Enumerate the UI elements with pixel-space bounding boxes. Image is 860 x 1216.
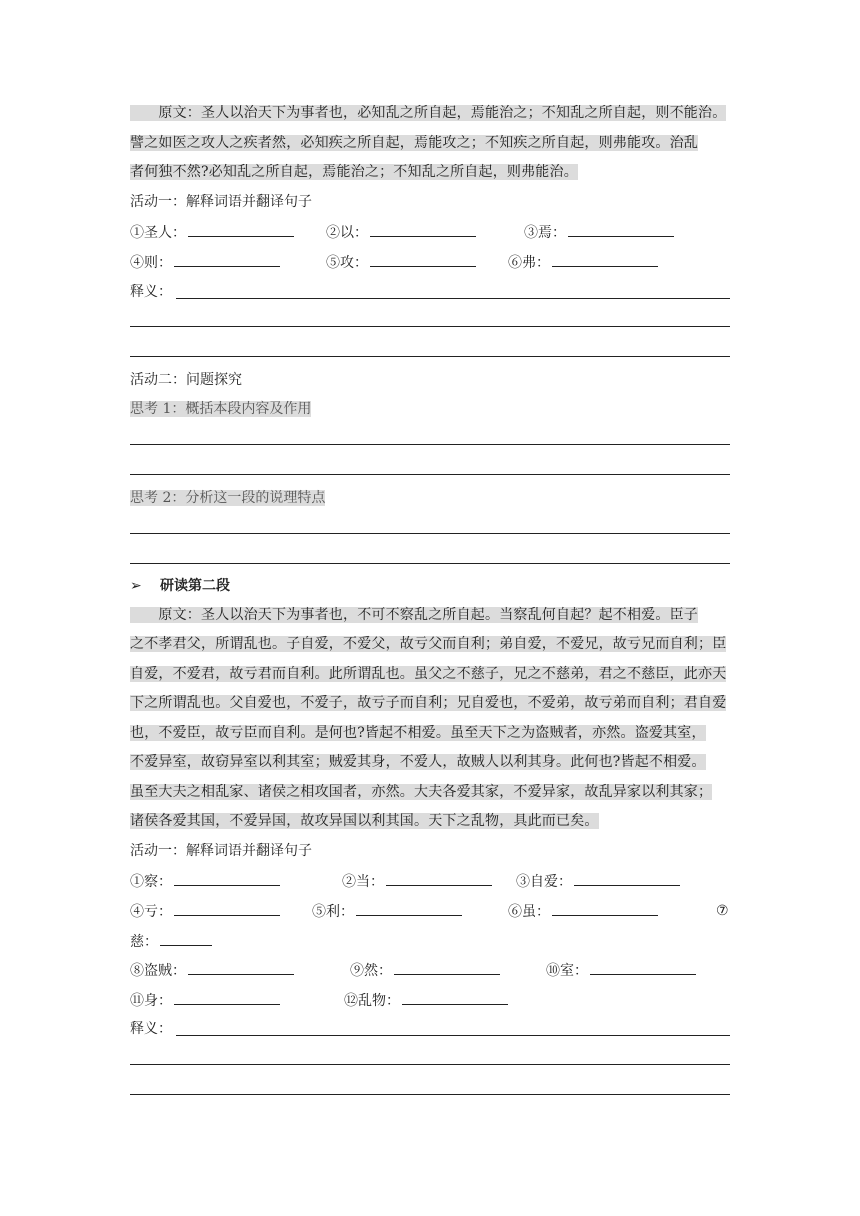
answer-line[interactable]: [130, 356, 730, 357]
vocab-label: ③焉：: [524, 225, 566, 241]
answer-blank[interactable]: [552, 252, 658, 267]
answer-line[interactable]: [130, 1064, 730, 1065]
vocab-label: ⑨然：: [350, 963, 392, 979]
answer-blank[interactable]: [590, 960, 696, 975]
activity1-title: 活动一：解释词语并翻译句子: [130, 194, 312, 210]
vocab-label: ②以：: [326, 225, 368, 241]
answer-blank[interactable]: [574, 871, 680, 886]
translation-label: 释义：: [130, 1021, 172, 1037]
vocab-label: ④则：: [130, 255, 172, 271]
answer-line[interactable]: [130, 1094, 730, 1095]
passage-line: 下之所谓乱也。父自爱也，不爱子，故亏子而自利；兄自爱也，不爱弟，故亏弟而自利；君自爱: [130, 695, 727, 711]
answer-line[interactable]: [130, 474, 730, 475]
arrow-bullet-icon: ➢: [130, 578, 142, 594]
answer-blank[interactable]: [370, 222, 476, 237]
answer-line[interactable]: [130, 444, 730, 445]
vocab-label: 慈：: [130, 934, 158, 950]
translation-field[interactable]: [130, 282, 730, 302]
passage-line: 不爱异室，故窃异室以利其室；贼爱其身，不爱人，故贼人以利其身。此何也?皆起不相爱。: [130, 754, 706, 770]
passage-line: 也，不爱臣，故亏臣而自利。是何也?皆起不相爱。虽至天下之为盗贼者，亦然。盗爱其室，: [130, 725, 706, 741]
activity1-title: 活动一：解释词语并翻译句子: [130, 843, 312, 859]
vocab-item[interactable]: [350, 960, 500, 981]
vocab-item[interactable]: [516, 871, 680, 892]
passage-line: 虽至大夫之相乱家、诸侯之相攻国者，亦然。大夫各爱其家，不爱异家，故乱异家以利其家；: [130, 784, 713, 800]
answer-blank[interactable]: [394, 960, 500, 975]
answer-line[interactable]: [130, 533, 730, 534]
vocab-item[interactable]: [326, 252, 476, 273]
vocab-label: ①察：: [130, 874, 172, 890]
translation-field[interactable]: [130, 1019, 730, 1039]
vocab-label: ⑪身：: [130, 993, 172, 1009]
passage-line: 者何独不然?必知乱之所自起，焉能治之；不知乱之所自起，则弗能治。: [130, 164, 578, 180]
vocab-label: ⑤利：: [312, 904, 354, 920]
vocab-item[interactable]: [524, 222, 674, 243]
answer-line[interactable]: [176, 1035, 730, 1036]
vocab-item[interactable]: [344, 990, 508, 1011]
vocab-label: ⑩室：: [546, 963, 588, 979]
think1-prompt: 思考 1：概括本段内容及作用: [130, 401, 312, 417]
answer-blank[interactable]: [402, 990, 508, 1005]
vocab-label: ④亏：: [130, 904, 172, 920]
vocab-label: ⑥虽：: [508, 904, 550, 920]
answer-line[interactable]: [130, 563, 730, 564]
answer-blank[interactable]: [552, 901, 658, 916]
vocab-label: ⑧盗贼：: [130, 963, 186, 979]
vocab-item[interactable]: [546, 960, 696, 981]
answer-blank[interactable]: [188, 960, 294, 975]
vocab-number: ⑦: [716, 903, 729, 919]
vocab-item[interactable]: [326, 222, 476, 243]
passage-line: 原文：圣人以治天下为事者也，必知乱之所自起，焉能治之；不知乱之所自起，则不能治。: [130, 105, 727, 121]
vocab-item[interactable]: [130, 960, 294, 981]
vocab-label: ⑥弗：: [508, 255, 550, 271]
answer-line[interactable]: [130, 326, 730, 327]
think2-prompt: 思考 2：分析这一段的说理特点: [130, 490, 326, 506]
vocab-item[interactable]: [130, 871, 280, 892]
passage-line: 之不孝君父，所谓乱也。子自爱，不爱父，故亏父而自利；弟自爱，不爱兄，故亏兄而自利；臣: [130, 636, 727, 652]
answer-blank[interactable]: [174, 252, 280, 267]
answer-blank[interactable]: [174, 871, 280, 886]
answer-blank[interactable]: [174, 990, 280, 1005]
answer-line[interactable]: [176, 298, 730, 299]
answer-blank[interactable]: [568, 222, 674, 237]
answer-blank[interactable]: [356, 901, 462, 916]
vocab-label: ⑤攻：: [326, 255, 368, 271]
vocab-label: ⑫乱物：: [344, 993, 400, 1009]
vocab-item[interactable]: [130, 931, 212, 952]
answer-blank[interactable]: [160, 931, 212, 946]
passage-line: 原文：圣人以治天下为事者也，不可不察乱之所自起。当察乱何自起？起不相爱。臣子: [130, 607, 698, 623]
vocab-item[interactable]: [508, 252, 658, 273]
vocab-label: ①圣人：: [130, 225, 186, 241]
vocab-item[interactable]: [130, 222, 294, 243]
passage-line: 譬之如医之攻人之疾者然，必知疾之所自起，焉能攻之；不知疾之所自起，则弗能攻。治乱: [130, 135, 698, 151]
vocab-item[interactable]: [312, 901, 462, 922]
vocab-item[interactable]: [130, 901, 280, 922]
vocab-item[interactable]: [130, 252, 280, 273]
answer-blank[interactable]: [188, 222, 294, 237]
passage-line: 诸侯各爱其国，不爱异国，故攻异国以利其国。天下之乱物，具此而已矣。: [130, 813, 599, 829]
vocab-label: ③自爱：: [516, 874, 572, 890]
answer-blank[interactable]: [174, 901, 280, 916]
activity2-title: 活动二：问题探究: [130, 372, 242, 388]
vocab-item[interactable]: [508, 901, 658, 922]
passage-line: 自爱，不爱君，故亏君而自利。此所谓乱也。虽父之不慈子，兄之不慈弟，君之不慈臣，此亦天: [130, 666, 727, 682]
vocab-item[interactable]: [130, 990, 280, 1011]
vocab-item[interactable]: [342, 871, 492, 892]
section2-heading: 研读第二段: [160, 578, 230, 594]
translation-label: 释义：: [130, 284, 172, 300]
vocab-label: ②当：: [342, 874, 384, 890]
answer-blank[interactable]: [370, 252, 476, 267]
answer-blank[interactable]: [386, 871, 492, 886]
